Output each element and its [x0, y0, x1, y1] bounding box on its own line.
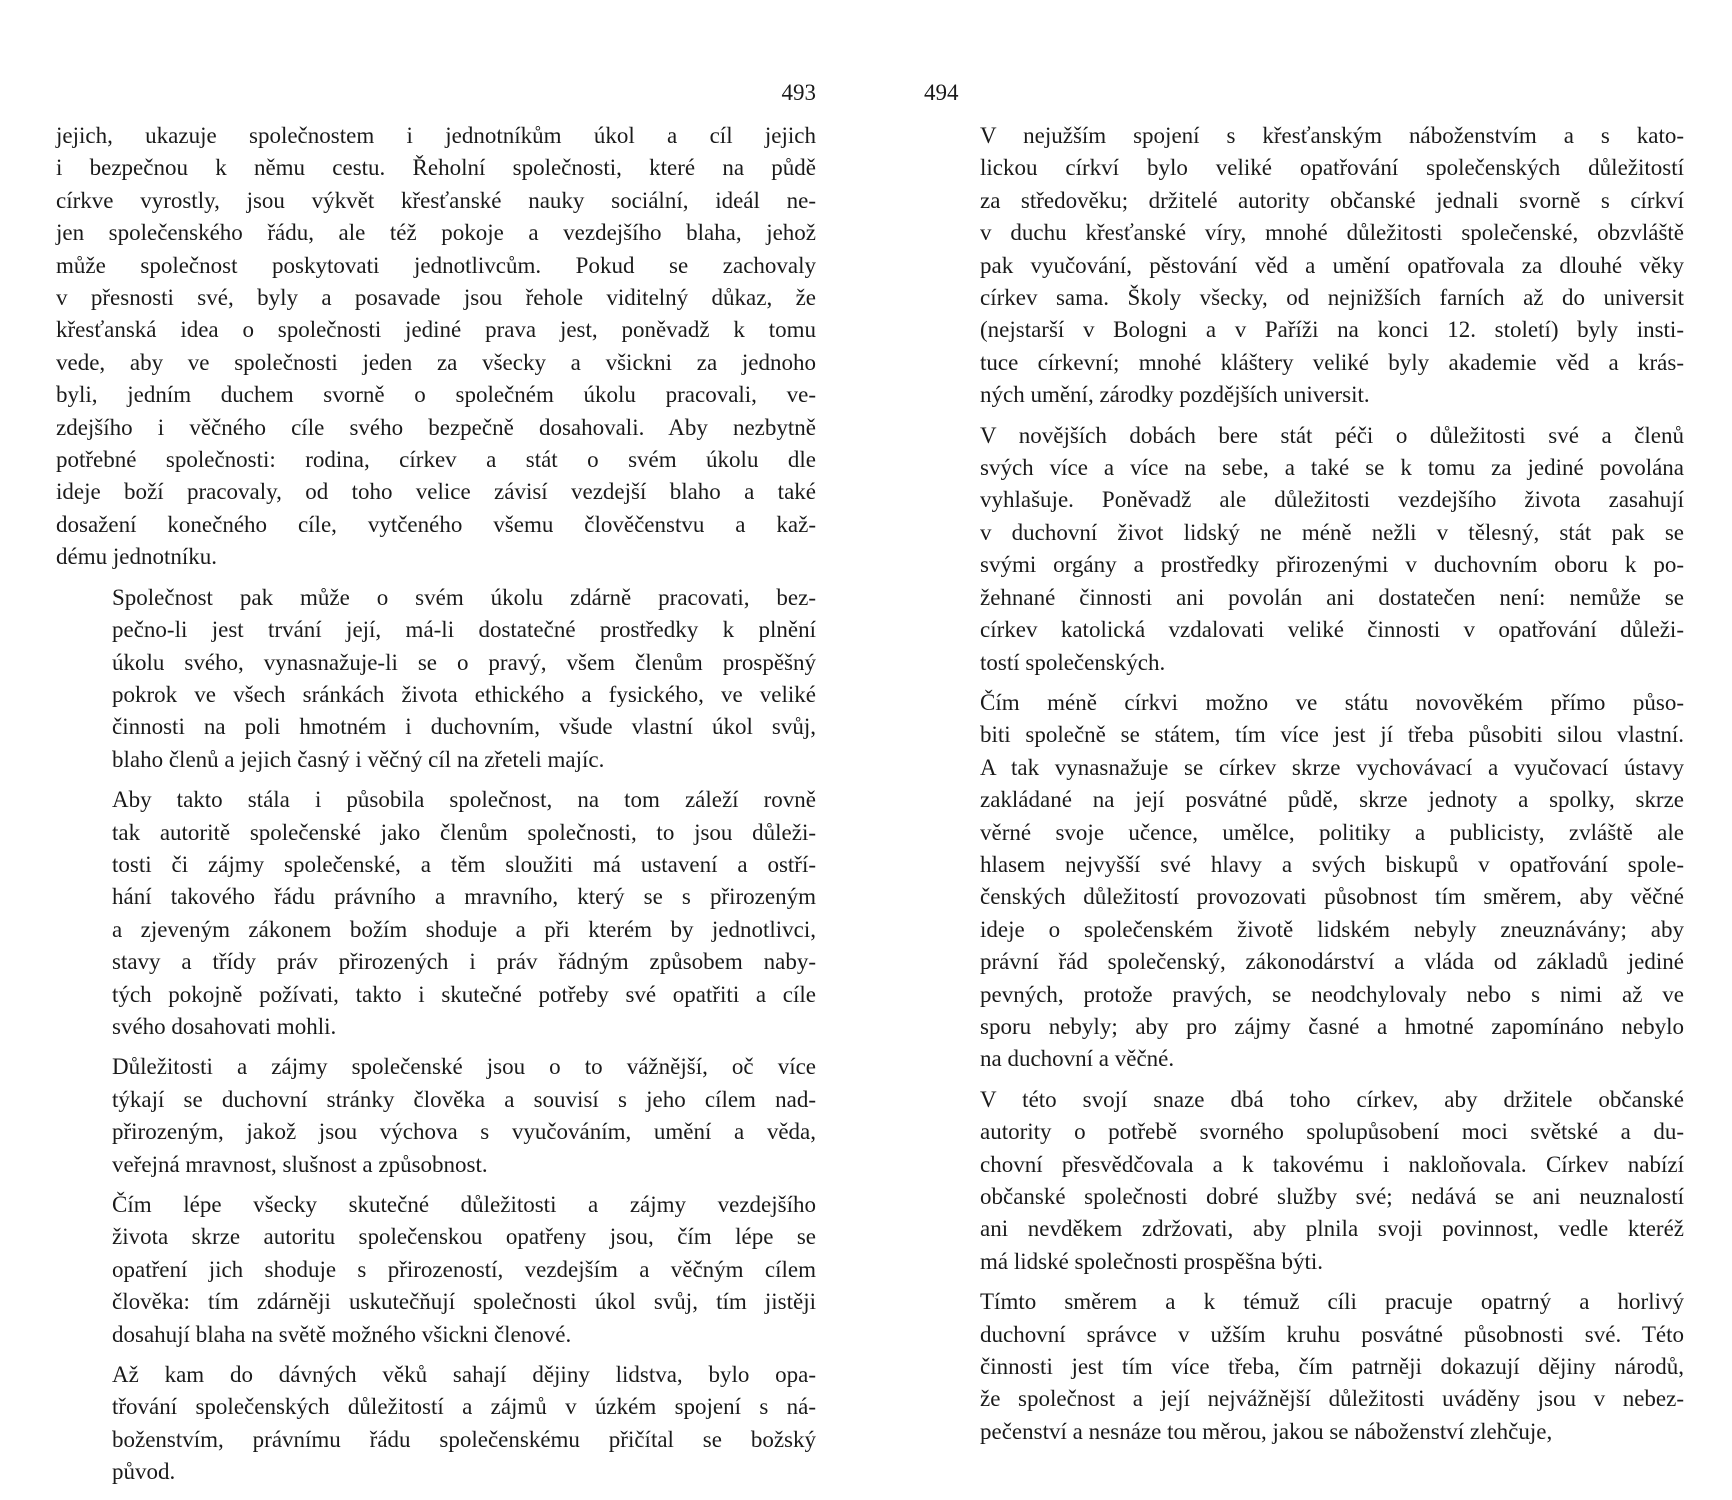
text-line: jen společenského řádu, ale též pokoje a vezdejšího blaha, jehož — [56, 220, 816, 246]
text-line: jejich, ukazuje společnostem i jednotníkům úkol a cíl jejich — [56, 123, 816, 148]
text-line: týkají se duchovní stránky člověka a souvisí s jeho cílem nad- — [112, 1086, 816, 1112]
text-block — [924, 120, 1684, 1448]
text-line: na duchovní a věčné. — [980, 1046, 1175, 1072]
text-line: činnosti na poli hmotném i duchovním, všude vlastní úkol svůj, — [112, 714, 816, 740]
text-line: tostí společenských. — [980, 649, 1166, 675]
text-line: boženstvím, právnímu řádu společenskému přičítal se božský — [112, 1426, 816, 1452]
paragraph — [56, 582, 816, 776]
text-line: Důležitosti a zájmy společenské jsou o to vážnější, oč více — [112, 1054, 816, 1080]
text-line: křesťanská idea o společnosti jediné prava jest, poněvadž k tomu — [56, 317, 816, 343]
text-line: Čím lépe všecky skutečné důležitosti a zájmy vezdejšího — [112, 1192, 816, 1217]
text-line: má lidské společnosti prospěšna býti. — [980, 1248, 1324, 1274]
text-line: chovní přesvědčovala a k takovému i nakloňovala. Církev nabízí — [980, 1151, 1684, 1177]
paragraph — [924, 120, 1684, 412]
text-line: Tímto směrem a k témuž cíli pracuje opatrný a horlivý — [980, 1289, 1684, 1315]
text-line: svých více a více na sebe, a také se k tomu za jediné povolána — [980, 455, 1684, 481]
text-line: Aby takto stála i působila společnost, na tom záleží rovně — [112, 787, 816, 813]
paragraph — [924, 687, 1684, 1076]
text-line: může společnost poskytovati jednotlivcům. Pokud se zachovaly — [56, 252, 816, 278]
paragraph — [56, 120, 816, 574]
text-line: tých pokojně požívati, takto i skutečné potřeby své opatřiti a cíle — [112, 981, 816, 1007]
text-line: veřejná mravnost, slušnost a způsobnost. — [112, 1151, 488, 1177]
text-line: zakládané na její posvátné půdě, skrze jednoty a spolky, skrze — [980, 787, 1684, 813]
text-line: právní řád společenský, zákonodárství a vláda od základů jediné — [980, 949, 1684, 975]
text-line: Společnost pak může o svém úkolu zdárně pracovati, bez- — [112, 584, 816, 610]
text-line: Čím méně církvi možno ve státu novověkém přímo půso- — [980, 689, 1684, 715]
text-line: v duchu křesťanské víry, mnohé důležitosti společenské, obzvláště — [980, 220, 1684, 246]
text-line: vyhlašuje. Poněvadž ale důležitosti vezdejšího života zasahují — [980, 487, 1684, 513]
text-line: pak vyučování, pěstování věd a umění opatřovala za dlouhé věky — [980, 252, 1684, 278]
text-line: člověka: tím zdárněji uskutečňují společnosti úkol svůj, tím jistěji — [112, 1289, 816, 1315]
text-line: původ. — [112, 1459, 176, 1485]
text-line: úkolu svého, vynasnažuje-li se o pravý, všem členům prospěšný — [112, 649, 816, 675]
text-line: za středověku; držitelé autority občanské jednali svorně s církví — [980, 187, 1684, 213]
text-line: autority o potřebě svorného spolupůsobení moci světské a du- — [980, 1119, 1684, 1145]
text-line: stavy a třídy práv přirozených i práv řádným způsobem naby- — [112, 949, 816, 975]
text-line: V nejužším spojení s křesťanským náboženstvím a s kato- — [980, 123, 1684, 148]
text-line: činnosti jest tím více třeba, čím patrněji dokazují dějiny národů, — [980, 1354, 1684, 1380]
text-line: pevných, protože pravých, se neodchylovaly nebo s nimi až ve — [980, 981, 1684, 1007]
text-line: hání takového řádu právního a mravního, který se s přirozeným — [112, 884, 816, 910]
text-line: žehnané činnosti ani povolán ani dostatečen není: nemůže se — [980, 584, 1684, 610]
page-left — [56, 78, 816, 1489]
text-line: církev sama. Školy všecky, od nejnižších farních až do universit — [980, 285, 1684, 311]
text-line: života skrze autoritu společenskou opatřeny jsou, čím lépe se — [112, 1224, 816, 1250]
text-line: v duchovní život lidský ne méně nežli v tělesný, stát pak se — [980, 519, 1684, 545]
text-line: a zjeveným zákonem božím shoduje a při kterém by jednotlivci, — [112, 916, 816, 942]
text-line: dosažení konečného cíle, vytčeného všemu člověčenstvu a kaž- — [56, 511, 816, 537]
text-line: blaho členů a jejich časný i věčný cíl na zřeteli majíc. — [112, 746, 605, 772]
text-line: V novějších dobách bere stát péči o důležitosti své a členů — [980, 422, 1684, 448]
text-line: ani nevděkem zdržovati, aby plnila svoji povinnost, vedle kteréž — [980, 1216, 1684, 1242]
text-line: tosti či zájmy společenské, a těm sloužiti má ustavení a ostří- — [112, 851, 816, 877]
text-line: potřebné společnosti: rodina, církev a stát o svém úkolu dle — [56, 447, 816, 473]
paragraph — [924, 420, 1684, 679]
text-line: hlasem nejvyšší své hlavy a svých biskupů v opatřování spole- — [980, 851, 1684, 877]
text-line: v přesnosti své, byly a posavade jsou řehole viditelný důkaz, že — [56, 285, 816, 311]
text-line: vede, aby ve společnosti jeden za všecky a všickni za jednoho — [56, 349, 816, 375]
text-line: opatření jich shoduje s přirozeností, vezdejším a věčným cílem — [112, 1256, 816, 1282]
text-line: ideje boží pracovaly, od toho velice závisí vezdejší blaho a také — [56, 479, 816, 505]
paragraph — [56, 1051, 816, 1181]
text-line: i bezpečnou k němu cestu. Řeholní společnosti, které na půdě — [56, 155, 816, 181]
text-line: (nejstarší v Bologni a v Paříži na konci 12. století) byly insti- — [980, 317, 1684, 343]
text-line: pokrok ve všech sránkách života ethického a fysického, ve veliké — [112, 681, 816, 707]
text-line: pečno-li jest trvání její, má-li dostatečné prostředky k plnění — [112, 617, 816, 643]
text-line: dému jednotníku. — [56, 544, 217, 570]
text-line: přirozeným, jakož jsou výchova s vyučováním, umění a věda, — [112, 1119, 816, 1145]
text-line: svého dosahovati mohli. — [112, 1013, 337, 1039]
text-line: třování společenských důležitostí a zájmů v úzkém spojení s ná- — [112, 1394, 816, 1420]
text-line: tuce církevní; mnohé kláštery veliké byly akademie věd a krás- — [980, 349, 1684, 375]
text-line: lickou církví bylo veliké opatřování společenských důležitostí — [980, 155, 1684, 181]
text-line: sporu nebyly; aby pro zájmy časné a hmotné zapomínáno nebylo — [980, 1013, 1684, 1039]
text-block — [56, 120, 816, 1489]
text-line: pečenství a nesnáze tou měrou, jakou se náboženství zlehčuje, — [980, 1418, 1553, 1444]
text-line: tak autoritě společenské jako členům společnosti, to jsou důleži- — [112, 819, 816, 845]
text-line: čenských důležitostí provozovati působnost tím směrem, aby věčné — [980, 884, 1684, 910]
text-line: V této svojí snaze dbá toho církev, aby držitele občanské — [980, 1086, 1684, 1112]
page-number: 493 — [781, 80, 816, 105]
paragraph — [56, 1189, 816, 1351]
paragraph — [924, 1286, 1684, 1448]
text-line: ných umění, zárodky pozdějších universit. — [980, 382, 1370, 408]
paragraph — [56, 784, 816, 1043]
page-number: 494 — [924, 80, 959, 105]
text-line: byli, jedním duchem svorně o společném úkolu pracovali, ve- — [56, 382, 816, 408]
text-line: duchovní správce v užším kruhu posvátné působnosti své. Této — [980, 1321, 1684, 1347]
text-line: církve vyrostly, jsou výkvět křesťanské nauky sociální, ideál ne- — [56, 187, 816, 213]
text-line: A tak vynasnažuje se církev skrze vychovávací a vyučovací ústavy — [980, 754, 1684, 780]
page-right — [924, 78, 1684, 1448]
text-line: ideje o společenském životě lidském nebyly zneuznávány; aby — [980, 916, 1684, 942]
text-line: občanské společnosti dobré služby své; nedává se ani neuznalostí — [980, 1184, 1684, 1209]
paragraph — [56, 1359, 816, 1489]
text-line: zdejšího i věčného cíle svého bezpečně dosahovali. Aby nezbytně — [56, 414, 816, 440]
paragraph — [924, 1084, 1684, 1278]
text-line: že společnost a její nejvážnější důležitosti uváděny jsou v nebez- — [980, 1386, 1684, 1412]
text-line: svými orgány a prostředky přirozenými v duchovním oboru k po- — [980, 552, 1684, 578]
text-line: biti společně se státem, tím více jest jí třeba působiti silou vlastní. — [980, 722, 1684, 748]
text-line: Až kam do dávných věků sahají dějiny lidstva, bylo opa- — [112, 1362, 816, 1388]
text-line: věrné svoje učence, umělce, politiky a publicisty, zvláště ale — [980, 819, 1684, 845]
text-line: dosahují blaha na světě možného všickni členové. — [112, 1321, 572, 1347]
text-line: církev katolická vzdalovati veliké činnosti v opatřování důleži- — [980, 617, 1684, 643]
